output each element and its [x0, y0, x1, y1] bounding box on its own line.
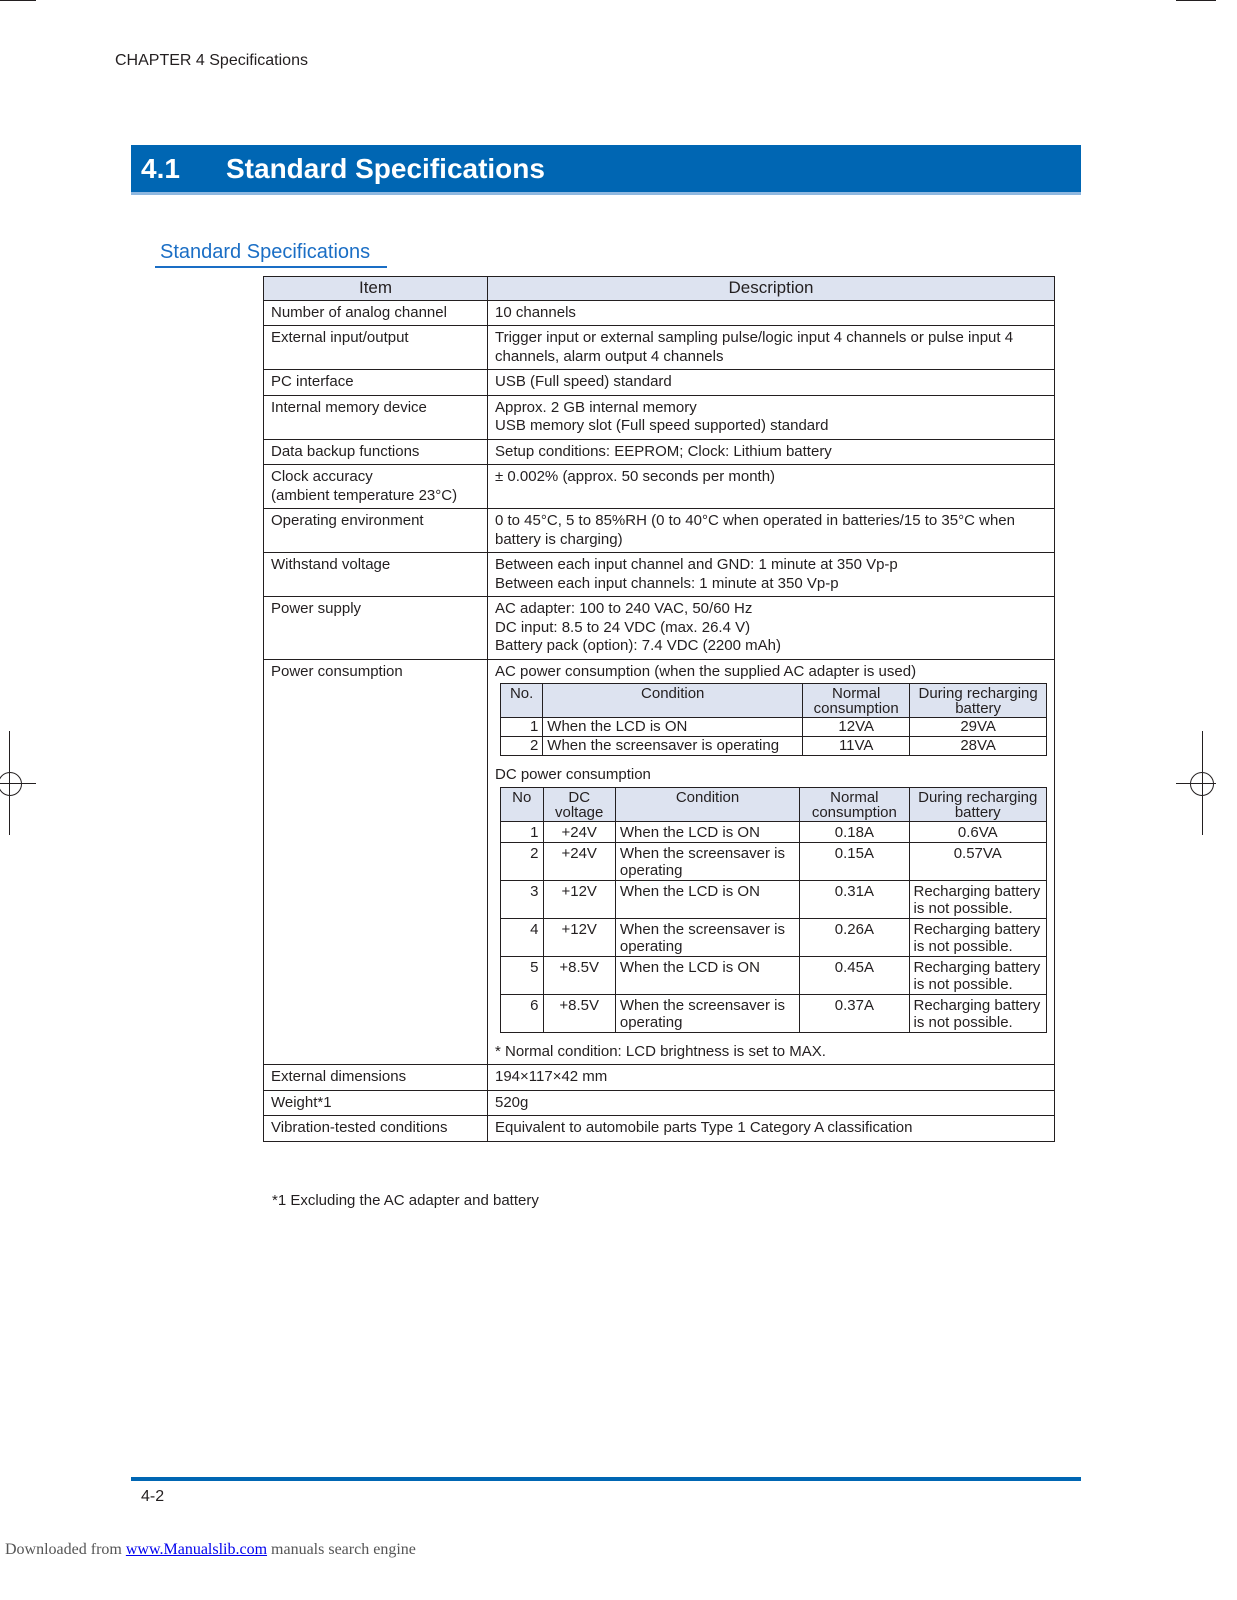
- spec-item: Power consumption: [264, 659, 488, 1065]
- spec-row: [264, 326, 1055, 370]
- cell-line: PC interface: [271, 373, 354, 390]
- registration-mark: [1190, 772, 1214, 796]
- section-banner: [131, 145, 1081, 195]
- ac-header-row: [501, 684, 1047, 718]
- spec-item: [264, 1090, 488, 1116]
- chapter-header: CHAPTER 4 Specifications: [115, 52, 308, 69]
- item-column-header: Item: [264, 277, 488, 301]
- dc-cell: +12V: [543, 918, 615, 956]
- cell-line: (ambient temperature 23°C): [271, 486, 458, 504]
- dc-cell: 3: [501, 880, 544, 918]
- dc-header-row: [501, 787, 1047, 821]
- dc-row: [501, 956, 1047, 994]
- cell-line: Vibration-tested conditions: [271, 1119, 448, 1136]
- spec-row: [264, 553, 1055, 597]
- spec-description: [488, 395, 1055, 439]
- dc-cell: 0.15A: [800, 842, 909, 880]
- ac-cell: 28VA: [910, 737, 1047, 756]
- crop-mark: [1176, 0, 1216, 1]
- dc-cell: 5: [501, 956, 544, 994]
- spec-description: [488, 1116, 1055, 1142]
- dc-column-header: Condition: [615, 787, 799, 821]
- cell-line: Equivalent to automobile parts Type 1 Category A classification: [495, 1119, 913, 1136]
- cell-line: 10 channels: [495, 303, 576, 321]
- cell-line: External dimensions: [271, 1068, 407, 1085]
- spec-description: [488, 1065, 1055, 1091]
- dc-row: [501, 918, 1047, 956]
- spec-row: [264, 439, 1055, 465]
- dc-cell: 0.57VA: [909, 842, 1047, 880]
- cell-line: Weight*1: [271, 1093, 332, 1111]
- spec-row: [264, 597, 1055, 660]
- spec-row: [264, 1065, 1055, 1091]
- spec-row: [264, 1116, 1055, 1142]
- dc-cell: 0.31A: [800, 880, 909, 918]
- dc-cell: 0.37A: [800, 994, 909, 1032]
- spec-item: [264, 509, 488, 553]
- footnote: *1 Excluding the AC adapter and battery: [272, 1192, 539, 1209]
- spec-item: [264, 370, 488, 396]
- power-consumption-row: [264, 659, 1055, 1065]
- spec-description: [488, 326, 1055, 370]
- dc-cell: Recharging battery is not possible.: [909, 918, 1047, 956]
- spec-row: [264, 370, 1055, 396]
- spec-item: [264, 553, 488, 597]
- cell-line: USB memory slot (Full speed supported) standard: [495, 417, 829, 434]
- cell-line: Between each input channel and GND: 1 minute at 350 Vp-p: [495, 556, 898, 573]
- cell-line: ± 0.002% (approx. 50 seconds per month): [495, 468, 776, 485]
- spec-item: [264, 1116, 488, 1142]
- cell-line: 0 to 45°C, 5 to 85%RH (0 to 40°C when operated in batteries/15 to 35°C when battery is charging): [495, 512, 1015, 548]
- power-description: [488, 659, 1055, 1065]
- cell-line: Withstand voltage: [271, 556, 391, 573]
- dc-cell: +8.5V: [543, 956, 615, 994]
- spec-description: [488, 370, 1055, 396]
- dc-title: DC power consumption: [495, 766, 651, 783]
- download-prefix: Downloaded from: [5, 1541, 126, 1558]
- ac-title: AC power consumption (when the supplied AC adapter is used): [495, 662, 917, 680]
- spec-item: [264, 326, 488, 370]
- ac-cell: When the screensaver is operating: [543, 737, 803, 756]
- ac-cell: When the LCD is ON: [543, 718, 803, 737]
- spec-item: [264, 597, 488, 660]
- ac-cell: 29VA: [910, 718, 1047, 737]
- spec-item: [264, 439, 488, 465]
- footer-rule: [131, 1477, 1081, 1481]
- spec-row: [264, 395, 1055, 439]
- subheading: Standard Specifications: [155, 241, 387, 268]
- spec-header-row: [264, 277, 1055, 301]
- dc-cell: 0.45A: [800, 956, 909, 994]
- dc-cell: 2: [501, 842, 544, 880]
- cell-line: 520g: [495, 1093, 529, 1111]
- cell-line: Power supply: [271, 600, 362, 617]
- cell-line: AC adapter: 100 to 240 VAC, 50/60 Hz: [495, 600, 753, 617]
- cell-line: Operating environment: [271, 512, 424, 529]
- spec-row: [264, 509, 1055, 553]
- dc-cell: +24V: [543, 821, 615, 842]
- cell-line: External input/output: [271, 329, 409, 346]
- spec-description: [488, 465, 1055, 509]
- ac-row: [501, 718, 1047, 737]
- dc-cell: 0.18A: [800, 821, 909, 842]
- dc-column-header: No: [501, 787, 544, 821]
- download-credit: [5, 1541, 416, 1559]
- dc-column-header: DC voltage: [543, 787, 615, 821]
- cell-line: 194×117×42 mm: [495, 1068, 608, 1085]
- dc-cell: Recharging battery is not possible.: [909, 880, 1047, 918]
- ac-column-header: No.: [501, 684, 543, 718]
- page-number: 4-2: [141, 1488, 165, 1505]
- cell-line: Battery pack (option): 7.4 VDC (2200 mAh): [495, 637, 781, 654]
- dc-cell: When the LCD is ON: [615, 880, 799, 918]
- dc-cell: 6: [501, 994, 544, 1032]
- ac-cell: 2: [501, 737, 543, 756]
- dc-cell: 0.26A: [800, 918, 909, 956]
- download-suffix: manuals search engine: [267, 1541, 416, 1558]
- ac-column-header: Normal consumption: [803, 684, 910, 718]
- spec-row: [264, 300, 1055, 326]
- dc-cell: When the screensaver is operating: [615, 842, 799, 880]
- dc-row: [501, 842, 1047, 880]
- section-title: Standard Specifications: [226, 153, 545, 184]
- spec-item: [264, 395, 488, 439]
- dc-column-header: During recharging battery: [909, 787, 1047, 821]
- dc-row: [501, 821, 1047, 842]
- dc-cell: When the screensaver is operating: [615, 994, 799, 1032]
- cell-line: Internal memory device: [271, 398, 427, 416]
- spec-description: [488, 300, 1055, 326]
- ac-cell: 12VA: [803, 718, 910, 737]
- cell-line: Clock accuracy: [271, 468, 373, 485]
- spec-item: [264, 465, 488, 509]
- dc-row: [501, 880, 1047, 918]
- cell-line: Setup conditions: EEPROM; Clock: Lithium battery: [495, 442, 832, 460]
- dc-cell: 0.6VA: [909, 821, 1047, 842]
- spec-description: [488, 439, 1055, 465]
- cell-line: USB (Full speed) standard: [495, 373, 672, 390]
- dc-cell: 4: [501, 918, 544, 956]
- ac-row: [501, 737, 1047, 756]
- dc-cell: Recharging battery is not possible.: [909, 956, 1047, 994]
- spec-table: [263, 276, 1055, 1142]
- dc-cell: When the LCD is ON: [615, 821, 799, 842]
- cell-line: Trigger input or external sampling pulse/logic input 4 channels or pulse input 4 channels, alarm output 4 channels: [495, 329, 1014, 365]
- spec-row: [264, 465, 1055, 509]
- spec-description: [488, 553, 1055, 597]
- registration-mark: [0, 772, 22, 796]
- cell-line: DC input: 8.5 to 24 VDC (max. 26.4 V): [495, 618, 751, 636]
- power-note: * Normal condition: LCD brightness is set to MAX.: [495, 1042, 826, 1060]
- spec-description: [488, 509, 1055, 553]
- dc-cell: 1: [501, 821, 544, 842]
- cell-line: Data backup functions: [271, 442, 420, 460]
- spec-description: [488, 597, 1055, 660]
- description-column-header: Description: [488, 277, 1055, 301]
- dc-cell: When the LCD is ON: [615, 956, 799, 994]
- cell-line: Between each input channels: 1 minute at 350 Vp-p: [495, 574, 839, 592]
- ac-cell: 11VA: [803, 737, 910, 756]
- ac-consumption-table: [500, 683, 1047, 756]
- crop-mark: [0, 0, 36, 1]
- dc-cell: +12V: [543, 880, 615, 918]
- spec-row: [264, 1090, 1055, 1116]
- cell-line: Number of analog channel: [271, 303, 447, 321]
- cell-line: Approx. 2 GB internal memory: [495, 398, 697, 416]
- ac-column-header: Condition: [543, 684, 803, 718]
- spec-item: [264, 300, 488, 326]
- dc-cell: +8.5V: [543, 994, 615, 1032]
- spec-description: [488, 1090, 1055, 1116]
- dc-consumption-table: [500, 787, 1047, 1033]
- ac-cell: 1: [501, 718, 543, 737]
- dc-row: [501, 994, 1047, 1032]
- dc-cell: +24V: [543, 842, 615, 880]
- manualslib-link[interactable]: www.Manualslib.com: [125, 1541, 268, 1558]
- dc-cell: When the screensaver is operating: [615, 918, 799, 956]
- section-number: 4.1: [141, 153, 180, 184]
- ac-column-header: During recharging battery: [910, 684, 1047, 718]
- dc-column-header: Normal consumption: [800, 787, 909, 821]
- spec-item: [264, 1065, 488, 1091]
- dc-cell: Recharging battery is not possible.: [909, 994, 1047, 1032]
